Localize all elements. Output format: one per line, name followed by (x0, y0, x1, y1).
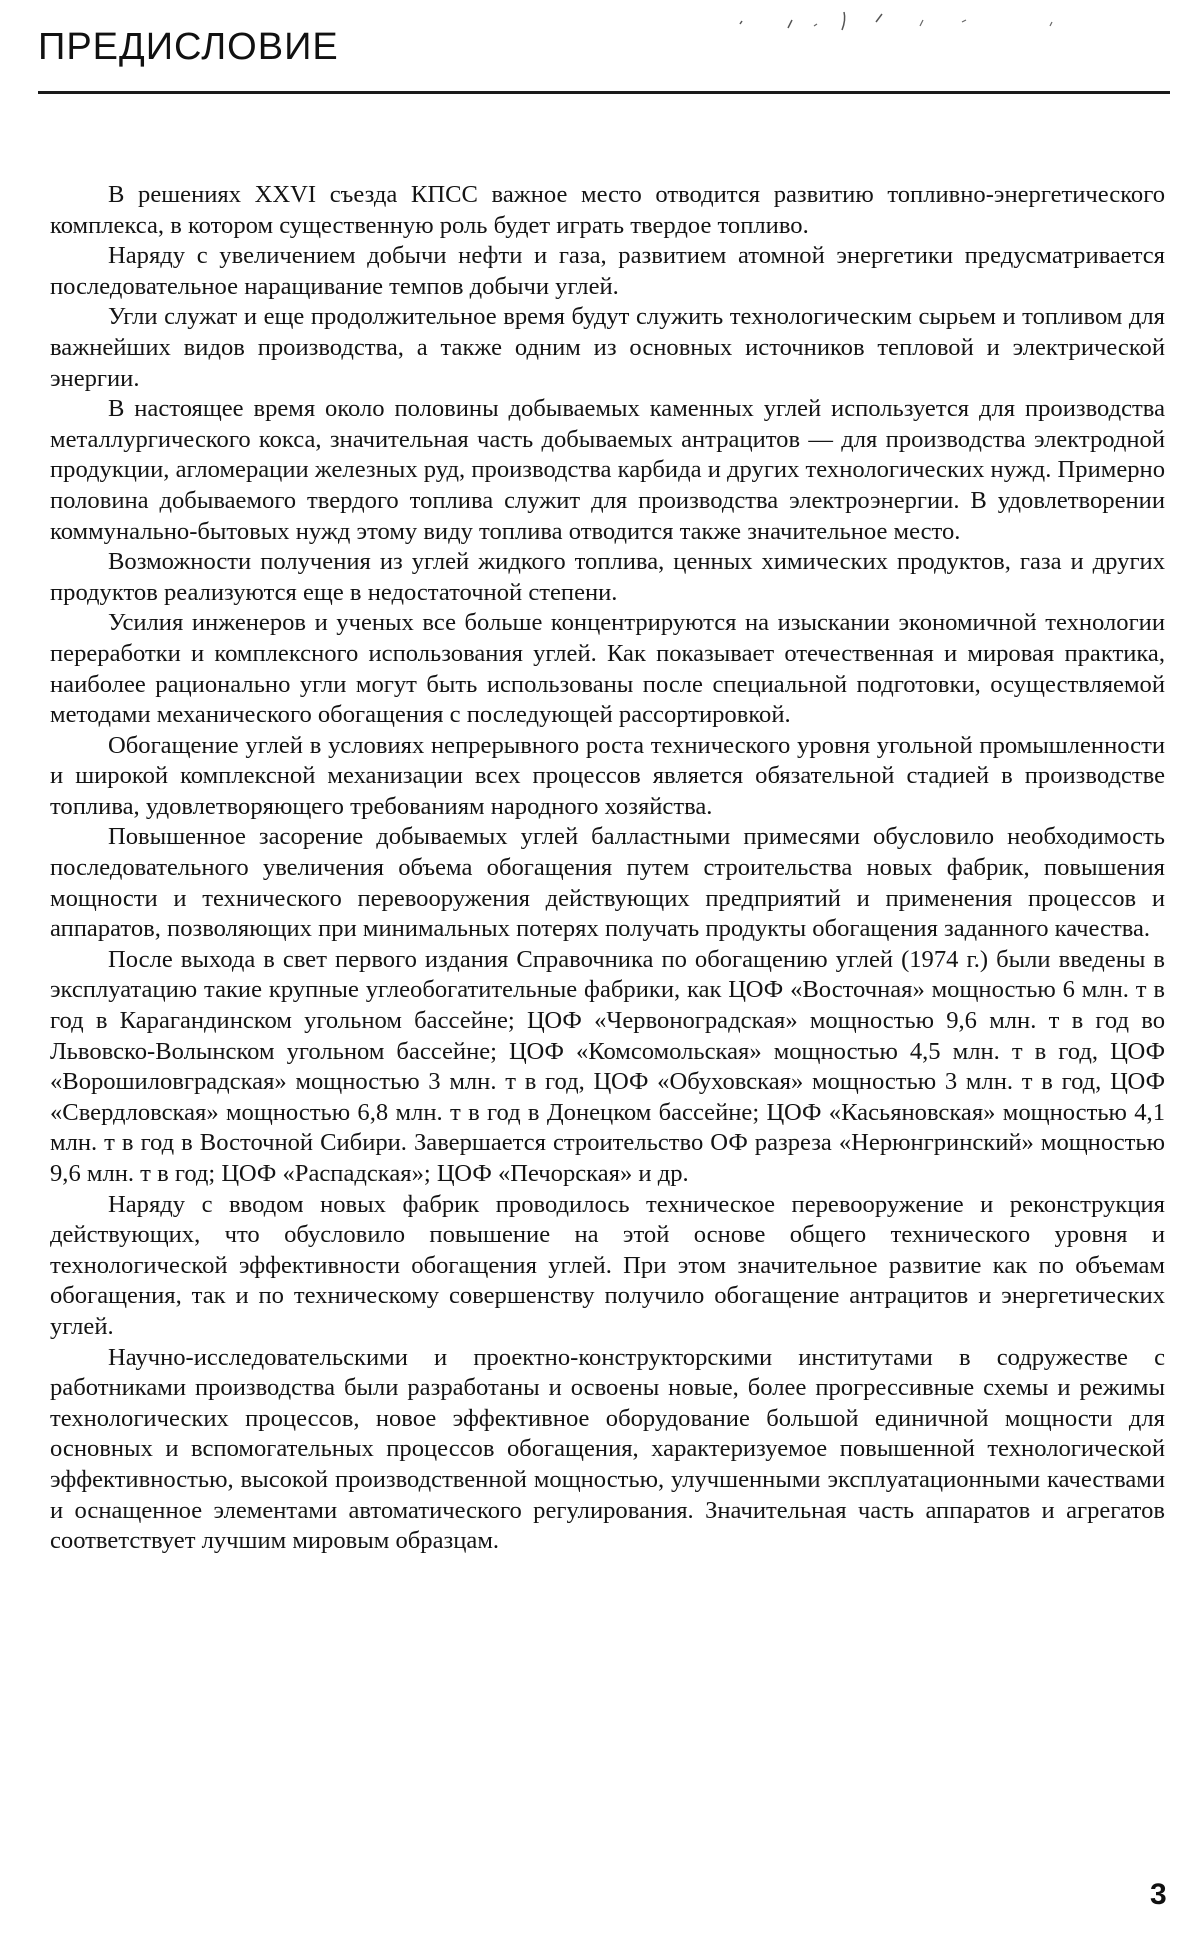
paragraph: Повышенное засорение добываемых углей балластными примесями обусловило необходимость последовательного увеличения объема обогащения путем строительства новых фабрик, повышения мощности и технического перевооружения действующих предприятий и применения процессов и аппаратов, позволяющих при минимальных потерях получать продукты обогащения заданного качества. (50, 823, 1165, 943)
paragraph: В решениях XXVI съезда КПСС важное место отводится развитию топливно-энергетического комплекса, в котором существенную роль будет играть твердое топливо. (50, 181, 1165, 239)
paragraph: Возможности получения из углей жидкого топлива, ценных химических продуктов, газа и других продуктов реализуются еще в недостаточной степени. (50, 548, 1165, 606)
paragraph: Угли служат и еще продолжительное время будут служить технологическим сырьем и топливом для важнейших видов производства, а также одним из основных источников тепловой и электрической энергии. (50, 303, 1165, 392)
heading-rule (38, 91, 1170, 94)
paragraph: В настоящее время около половины добываемых каменных углей используется для производства металлургического кокса, значительная часть добываемых антрацитов — для производства электродной продукции, агломерации железных руд, производства карбида и других технологических нужд. Примерно половина добываемого твердого топлива служит для производства электроэнергии. В удовлетворении коммунально-бытовых нужд этому виду топлива отводится также значительное место. (50, 395, 1165, 545)
paragraph: Наряду с увеличением добычи нефти и газа, развитием атомной энергетики предусматривается последовательное наращивание темпов добычи углей. (50, 242, 1165, 300)
body-text (50, 180, 1165, 1557)
paragraph: Наряду с вводом новых фабрик проводилось техническое перевооружение и реконструкция действующих, что обусловило повышение на этой основе общего технического уровня и технологической эффективности обогащения углей. При этом значительное развитие как по объемам обогащения, так и по техническому совершенству получило обогащение антрацитов и энергетических углей. (50, 1190, 1165, 1340)
page-heading: ПРЕДИСЛОВИЕ (38, 26, 339, 68)
paragraph: Обогащение углей в условиях непрерывного роста технического уровня угольной промышленности и широкой комплексной механизации всех процессов является обязательной стадией в производстве топлива, удовлетворяющего требованиям народного хозяйства. (50, 731, 1165, 820)
page-number: 3 (1150, 1878, 1167, 1911)
paragraph: После выхода в свет первого издания Справочника по обогащению углей (1974 г.) были введены в эксплуатацию такие крупные углеобогатительные фабрики, как ЦОФ «Восточная» мощностью 6 млн. т в год в Карагандинском угольном бассейне; ЦОФ «Червоноградская» мощностью 9,6 млн. т в год во Львовско-Волынском угольном бассейне; ЦОФ «Комсомольская» мощностью 4,5 млн. т в год, ЦОФ «Ворошиловградская» мощностью 3 млн. т в год, ЦОФ «Обуховская» мощностью 3 млн. т в год, ЦОФ «Свердловская» мощностью 6,8 млн. т в год в Донецком бассейне; ЦОФ «Касьяновская» мощностью 4,1 млн. т в год в Восточной Сибири. Завершается строительство ОФ разреза «Нерюнгринский» мощностью 9,6 млн. т в год; ЦОФ «Распадская»; ЦОФ «Печорская» и др. (50, 945, 1165, 1187)
paragraph: Усилия инженеров и ученых все больше концентрируются на изыскании экономичной технологии переработки и комплексного использования углей. Как показывает отечественная и мировая практика, наиболее рационально угли могут быть использованы после специальной подготовки, осуществляемой методами механического обогащения с последующей рассортировкой. (50, 609, 1165, 729)
scan-specks (730, 4, 1070, 38)
paragraph: Научно-исследовательскими и проектно-конструкторскими институтами в содружестве с работниками производства были разработаны и освоены новые, более прогрессивные схемы и режимы технологических процессов, новое эффективное оборудование большой единичной мощности для основных и вспомогательных процессов обогащения, характеризуемое повышенной технологической эффективностью, высокой производственной мощностью, улучшенными эксплуатационными качествами и оснащенное элементами автоматического регулирования. Значительная часть аппаратов и агрегатов соответствует лучшим мировым образцам. (50, 1343, 1165, 1555)
